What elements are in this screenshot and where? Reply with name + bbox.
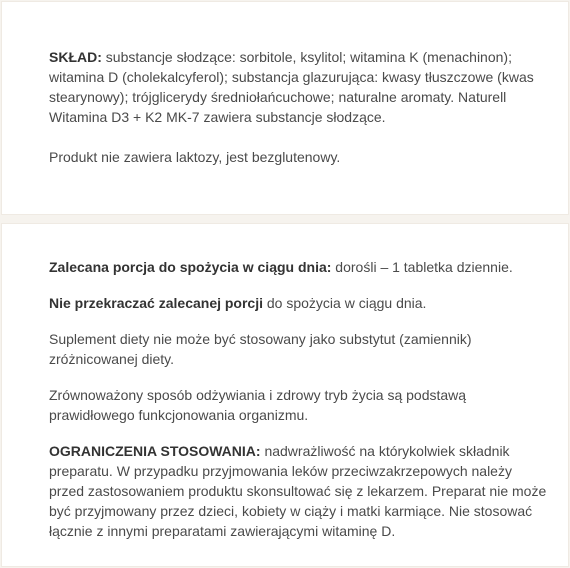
dose-text: dorośli – 1 tabletka dziennie.	[331, 259, 513, 275]
no-exceed-paragraph	[49, 293, 548, 313]
usage-card	[1, 223, 569, 567]
limitations-label: OGRANICZENIA STOSOWANIA:	[49, 443, 261, 459]
limitations-paragraph	[49, 441, 548, 541]
composition-label: SKŁAD:	[49, 49, 102, 65]
lactose-gluten-note: Produkt nie zawiera laktozy, jest bezglutenowy.	[49, 149, 341, 165]
dose-paragraph	[49, 257, 548, 277]
composition-paragraph	[49, 47, 548, 127]
limitations-text: nadwrażliwość na którykolwiek składnik preparatu. W przypadku przyjmowania leków przeciwzakrzepowych należy przed zastosowaniem produktu skonsultować się z lekarzem. Preparat nie może być przyjmowany przez dzieci, kobiety w ciąży i matki karmiące. Nie stosować łącznie z innymi preparatami zawierającymi witaminę D.	[49, 443, 547, 539]
balanced-diet-paragraph: Zrównoważony sposób odżywiania i zdrowy tryb życia są podstawą prawidłowego funkcjonowania organizmu.	[49, 387, 467, 423]
substitute-paragraph: Suplement diety nie może być stosowany jako substytut (zamiennik) zróżnicowanej diety.	[49, 331, 472, 367]
composition-card	[1, 1, 569, 215]
no-exceed-text: do spożycia w ciągu dnia.	[263, 295, 427, 311]
dose-label: Zalecana porcja do spożycia w ciągu dnia:	[49, 259, 332, 275]
no-exceed-label: Nie przekraczać zalecanej porcji	[49, 295, 263, 311]
composition-text: substancje słodzące: sorbitole, ksylitol; witamina K (menachinon); witamina D (cholekalcyferol); substancja glazurująca: kwasy tłuszczowe (kwas stearynowy); trójglicerydy średniołańcuchowe; naturalne aromaty. Naturell Witamina D3 + K2 MK-7 zawiera substancje słodzące.	[49, 49, 534, 125]
